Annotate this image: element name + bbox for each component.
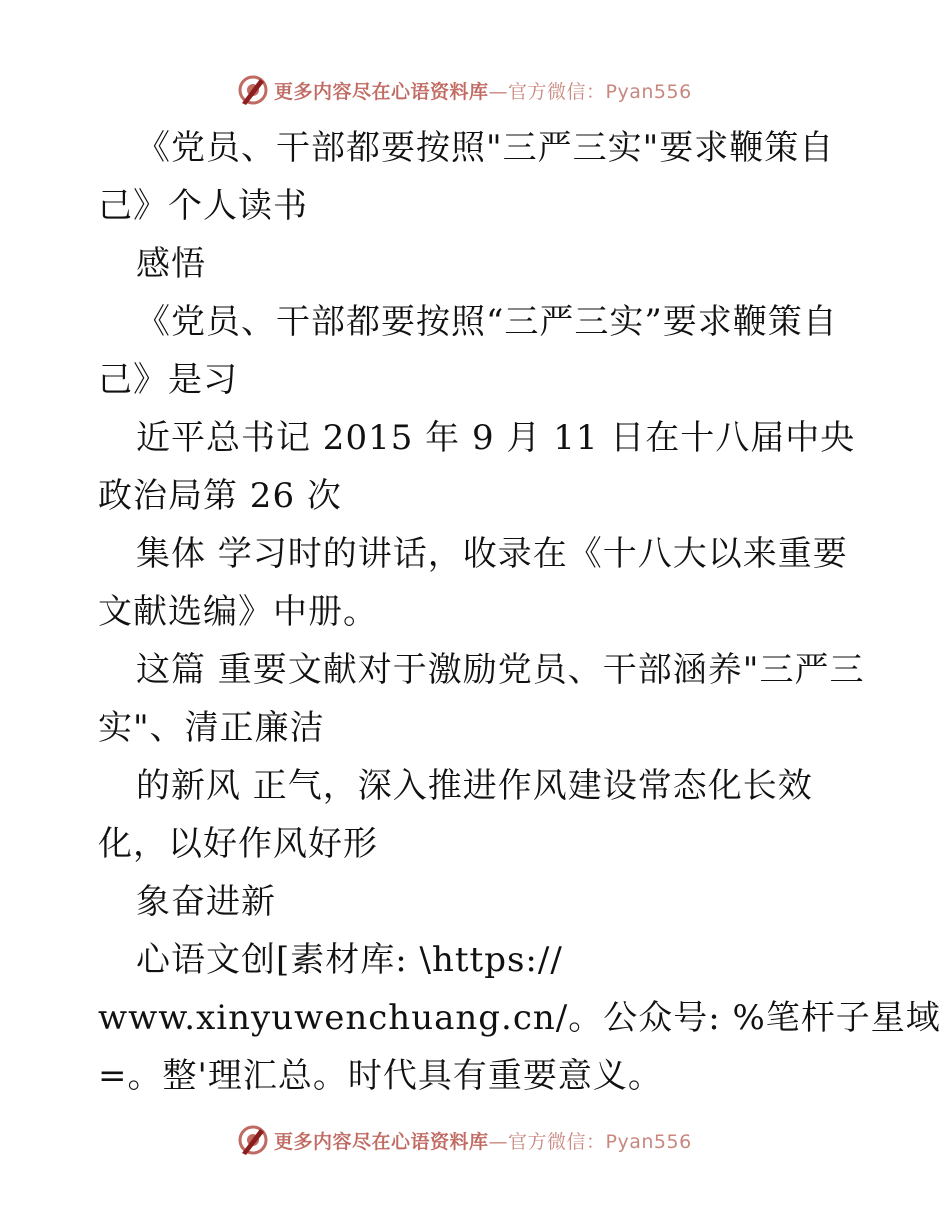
header-site-name: 更多内容尽在心语资料库 <box>274 80 489 103</box>
body-line: 感悟 <box>136 244 206 284</box>
body-line: 实"、清正廉洁 <box>98 708 325 748</box>
footer-watermark-text <box>274 1127 692 1154</box>
body-line: www.xinyuwenchuang.cn/。公众号: %笔杆子星域 <box>98 998 941 1038</box>
body-line: 近平总书记 2015 年 9 月 11 日在十八届中央 <box>136 418 856 458</box>
body-line: 化，以好作风好形 <box>98 824 378 864</box>
footer-site-name: 更多内容尽在心语资料库 <box>274 1130 489 1153</box>
body-line: 己》是习 <box>98 360 238 400</box>
footer-wechat-id: —官方微信：Pyan556 <box>488 1130 692 1153</box>
body-line: 心语文创[素材库: \https:// <box>136 940 563 980</box>
body-line: 集体 学习时的讲话，收录在《十八大以来重要 <box>136 534 848 574</box>
body-line: 《党员、干部都要按照"三严三实"要求鞭策自 <box>136 128 835 168</box>
body-line: =。整'理汇总。时代具有重要意义。 <box>98 1056 663 1096</box>
footer-watermark-banner <box>236 1122 692 1158</box>
body-line: 己》个人读书 <box>98 186 308 226</box>
body-line: 象奋进新 <box>136 882 276 922</box>
body-line: 文献选编》中册。 <box>98 592 378 632</box>
body-line: 政治局第 26 次 <box>98 476 342 516</box>
body-line: 这篇 重要文献对于激励党员、干部涵养"三严三 <box>136 650 865 690</box>
header-wechat-id: —官方微信：Pyan556 <box>488 80 692 103</box>
body-line: 《党员、干部都要按照“三严三实”要求鞭策自 <box>136 302 838 342</box>
body-line: 的新风 正气，深入推进作风建设常态化长效 <box>136 766 813 806</box>
pen-logo-icon <box>236 1123 270 1157</box>
